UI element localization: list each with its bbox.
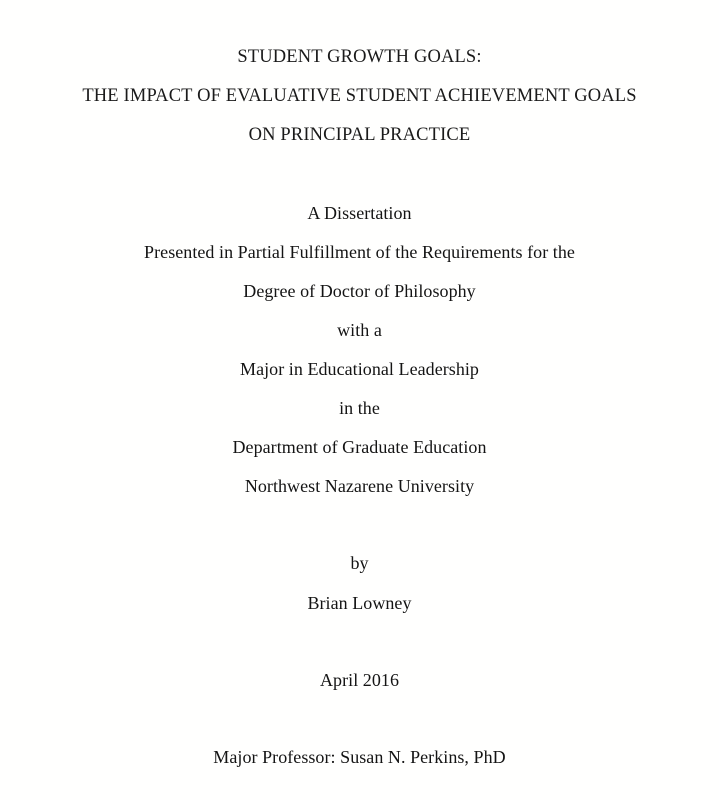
dissertation-title-line-3: ON PRINCIPAL PRACTICE: [248, 125, 471, 145]
publication-date: April 2016: [320, 670, 399, 690]
by-label: by: [350, 553, 369, 573]
major-professor: Major Professor: Susan N. Perkins, PhD: [213, 747, 506, 767]
major-field: Major in Educational Leadership: [240, 359, 479, 379]
in-the-connector: in the: [339, 398, 380, 418]
with-a-connector: with a: [337, 320, 382, 340]
department-name: Department of Graduate Education: [232, 437, 487, 457]
fulfillment-statement: Presented in Partial Fulfillment of the Requirements for the: [144, 242, 575, 262]
degree-name: Degree of Doctor of Philosophy: [243, 281, 476, 301]
dissertation-title-line-1: STUDENT GROWTH GOALS:: [237, 47, 482, 67]
document-type-label: A Dissertation: [307, 203, 412, 223]
author-name: Brian Lowney: [307, 593, 412, 613]
institution-name: Northwest Nazarene University: [244, 476, 475, 496]
dissertation-title-line-2: THE IMPACT OF EVALUATIVE STUDENT ACHIEVEMENT GOALS: [82, 86, 637, 106]
